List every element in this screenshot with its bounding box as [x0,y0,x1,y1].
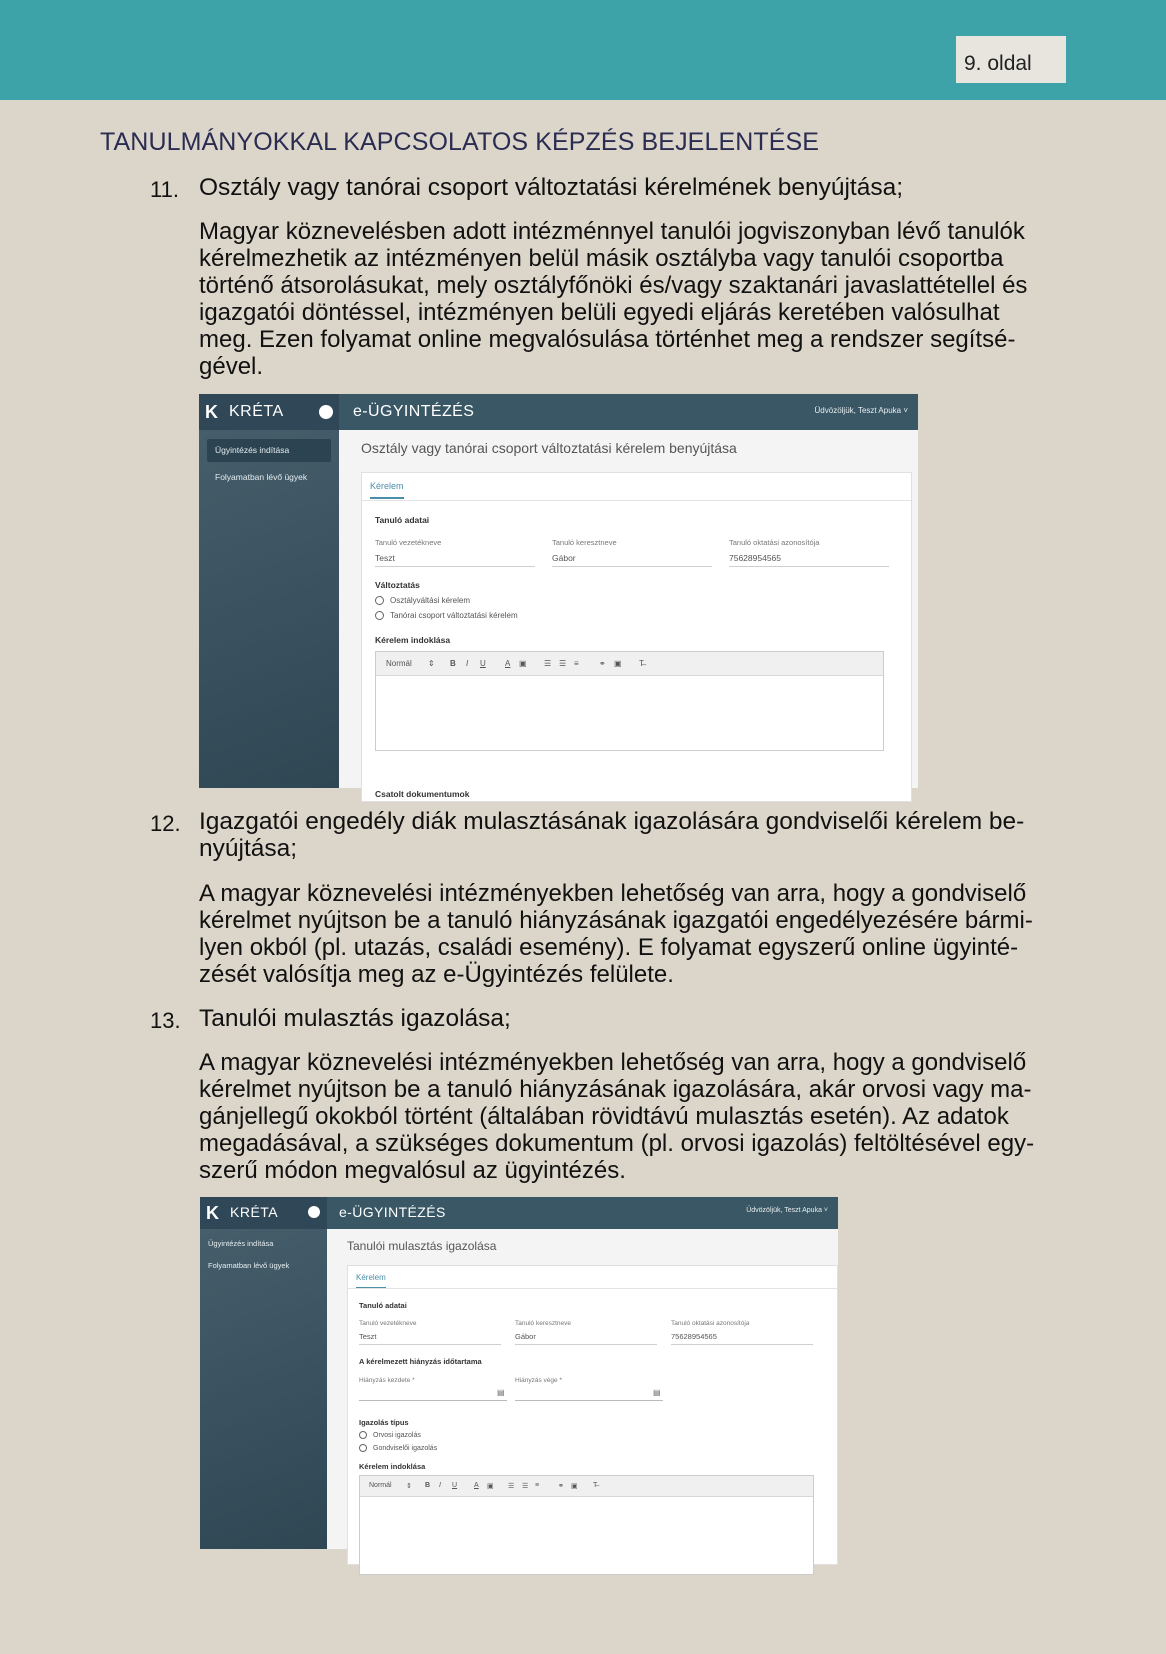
bold-icon[interactable]: B [425,1482,431,1489]
tab-request[interactable]: Kérelem [370,481,404,499]
reason-heading: Kérelem indoklása [375,635,451,645]
paragraph-line: igazgatói döntéssel, intézményen belüli egyedi eljárás keretében valósulhat [199,299,1000,326]
paragraph-line: kérelmezhetik az intézményen belül másik osztályba vagy tanulói csoportba [199,245,1004,272]
sidebar-item-ongoing[interactable]: Folyamatban lévő ügyek [215,472,308,482]
tab-divider [362,500,911,501]
paragraph-line: gével. [199,353,264,380]
paragraph-line: kérelmet nyújtson be a tanuló hiányzásának igazolására, akár orvosi vagy ma- [199,1076,1032,1103]
app-title: e-ÜGYINTÉZÉS [353,403,475,420]
radio-group-change[interactable] [375,611,518,620]
font-color-icon[interactable]: A [474,1482,479,1489]
sidebar-item-start[interactable]: Ügyintézés indítása [208,1239,274,1248]
item-paragraph [199,1049,1065,1184]
start-date-label: Hiányzás kezdete * [359,1377,415,1384]
sidebar [199,394,339,788]
paragraph-line: történő átsorolásukat, mely osztályfőnöki és/vagy szaktanári javaslattétellel és [199,272,1028,299]
chevron-updown-icon[interactable]: ⇕ [428,659,435,668]
field-value: Teszt [359,1332,377,1341]
field-label: Tanuló oktatási azonosítója [671,1320,750,1327]
sidebar-header [199,394,339,430]
clear-format-icon[interactable]: T̶ [639,659,644,668]
align-icon[interactable]: ≡ [535,1482,540,1489]
heading-line: Igazgatói engedély diák mulasztásának igazolására gondviselői kérelem be- [199,808,1025,835]
rich-text-editor[interactable] [359,1475,814,1575]
rich-text-editor[interactable] [375,651,884,751]
bold-icon[interactable]: B [450,659,456,668]
radio-icon[interactable] [375,596,384,605]
paragraph-line: szerű módon megvalósul az ügyintézés. [199,1157,626,1184]
top-navbar [327,1197,838,1229]
sidebar [200,1197,327,1549]
clear-format-icon[interactable]: T̶ [593,1482,598,1489]
format-select[interactable]: Normál [369,1482,392,1489]
student-data-heading: Tanuló adatai [375,515,430,525]
page-title: Osztály vagy tanórai csoport változtatási kérelem benyújtása [361,440,737,456]
attachments-heading: Csatolt dokumentumok [375,789,470,799]
calendar-icon[interactable]: ▤ [497,1388,505,1397]
field-underline [375,566,535,567]
form-card [347,1265,838,1565]
image-icon[interactable]: ▣ [571,1483,578,1490]
screenshot-class-change-request [199,394,918,799]
kreta-logo-icon: K [205,402,218,422]
ordered-list-icon[interactable]: ☰ [508,1483,515,1490]
radio-label: Orvosi igazolás [373,1432,421,1439]
radio-medical[interactable] [359,1431,421,1439]
paragraph-line: gánjellegű okokból történt (általában rövidtávú mulasztás esetén). Az adatok [199,1103,1009,1130]
paragraph-line: kérelmet nyújtson be a tanuló hiányzásának igazgatói engedélyezésére bármi- [199,907,1033,934]
underline-icon[interactable]: U [480,659,486,668]
paragraph-line: A magyar köznevelési intézményekben lehetőség van arra, hogy a gondviselő [199,1049,1027,1076]
bullet-list-icon[interactable]: ☰ [559,659,567,668]
kreta-logo-icon: K [206,1203,219,1223]
form-card [361,472,912,802]
radio-label: Gondviselői igazolás [373,1445,438,1452]
page-title: Tanulói mulasztás igazolása [347,1239,497,1253]
italic-icon[interactable]: I [466,659,469,668]
main-content [327,1229,838,1549]
field-label: Tanuló keresztneve [515,1320,572,1327]
link-icon[interactable]: ⚭ [599,659,606,668]
main-content [339,430,918,799]
item-number: 12. [150,811,181,836]
item-number: 11. [150,177,179,202]
format-select[interactable]: Normál [386,659,412,668]
top-navbar [339,394,918,430]
align-icon[interactable]: ≡ [574,659,579,668]
tab-divider [348,1288,837,1289]
background-color-icon[interactable]: ▣ [519,659,527,668]
radio-class-change[interactable] [375,596,470,605]
screenshot-absence-justification [200,1197,838,1549]
section-title: TANULMÁNYOKKAL KAPCSOLATOS KÉPZÉS BEJELENTÉSE [100,128,820,156]
field-label: Tanuló keresztneve [552,538,617,547]
field-value: 75628954565 [729,553,782,563]
italic-icon[interactable]: I [439,1482,441,1489]
student-data-heading: Tanuló adatai [359,1301,407,1310]
paragraph-line: Magyar köznevelésben adott intézménnyel tanulói jogviszonyban lévő tanulók [199,218,1025,245]
start-date-input[interactable] [359,1400,507,1401]
sidebar-item-ongoing[interactable]: Folyamatban lévő ügyek [208,1261,290,1270]
field-label: Tanuló vezetékneve [375,538,442,547]
paragraph-line: A magyar köznevelési intézményekben lehetőség van arra, hogy a gondviselő [199,880,1027,907]
user-menu[interactable]: Üdvözöljük, Teszt Apuka ˅ [814,406,908,415]
font-color-icon[interactable]: A [505,659,511,668]
editor-toolbar [376,652,883,676]
calendar-icon[interactable]: ▤ [653,1388,661,1397]
change-heading: Változtatás [375,580,420,590]
type-heading: Igazolás típus [359,1418,409,1427]
paragraph-line: meg. Ezen folyamat online megvalósulása történhet meg a rendszer segítsé- [199,326,1016,353]
image-icon[interactable]: ▣ [614,659,622,668]
paragraph-line: megadásával, a szükséges dokumentum (pl. orvosi igazolás) feltöltésével egy- [199,1130,1035,1157]
paragraph-line: lyen okból (pl. utazás, családi esemény). E folyamat egyszerű online ügyinté- [199,934,1019,961]
radio-icon[interactable] [359,1444,367,1452]
field-value: 75628954565 [671,1332,717,1341]
logo-text: KRÉTA [229,403,284,420]
end-date-input[interactable] [515,1400,663,1401]
item-paragraph [199,218,1065,380]
item-paragraph [199,880,1065,988]
user-menu[interactable]: Üdvözöljük, Teszt Apuka ˅ [746,1207,828,1214]
paragraph-line: zését valósítja meg az e-Ügyintézés felülete. [199,961,674,988]
chevron-updown-icon[interactable]: ⇕ [406,1483,412,1490]
radio-label: Osztályváltási kérelem [390,596,471,605]
sidebar-item-start[interactable]: Ügyintézés indítása [207,439,331,462]
field-value: Gábor [552,553,576,563]
field-value: Gábor [515,1332,536,1341]
link-icon[interactable]: ⚭ [558,1483,564,1490]
period-heading: A kérelmezett hiányzás időtartama [359,1357,482,1366]
sidebar-toggle-icon[interactable] [308,1206,320,1218]
bullet-list-icon[interactable]: ☰ [522,1483,529,1490]
item-heading: Tanulói mulasztás igazolása; [199,1005,511,1032]
tab-request[interactable]: Kérelem [356,1273,386,1289]
ordered-list-icon[interactable]: ☰ [544,659,552,668]
sidebar-toggle-icon[interactable] [319,405,333,419]
field-underline [552,566,712,567]
radio-icon[interactable] [375,611,384,620]
field-label: Tanuló oktatási azonosítója [729,538,820,547]
reason-heading: Kérelem indoklása [359,1462,426,1471]
sidebar-header [200,1197,327,1229]
item-heading [199,808,1065,862]
background-color-icon[interactable]: ▣ [487,1483,494,1490]
heading-line: nyújtása; [199,835,298,862]
field-label: Tanuló vezetékneve [359,1320,417,1327]
radio-guardian[interactable] [359,1444,437,1452]
field-underline [671,1344,813,1345]
field-underline [729,566,889,567]
logo-text: KRÉTA [230,1204,279,1220]
item-number: 13. [150,1008,181,1033]
underline-icon[interactable]: U [452,1482,458,1489]
field-underline [359,1344,501,1345]
item-heading: Osztály vagy tanórai csoport változtatási kérelmének benyújtása; [199,174,904,201]
editor-toolbar [360,1476,813,1497]
field-value: Teszt [375,553,395,563]
page-number: 9. oldal [956,36,1066,83]
app-title: e-ÜGYINTÉZÉS [339,1204,446,1220]
end-date-label: Hiányzás vége * [515,1377,562,1384]
field-underline [515,1344,657,1345]
radio-label: Tanórai csoport változtatási kérelem [390,611,518,620]
radio-icon[interactable] [359,1431,367,1439]
